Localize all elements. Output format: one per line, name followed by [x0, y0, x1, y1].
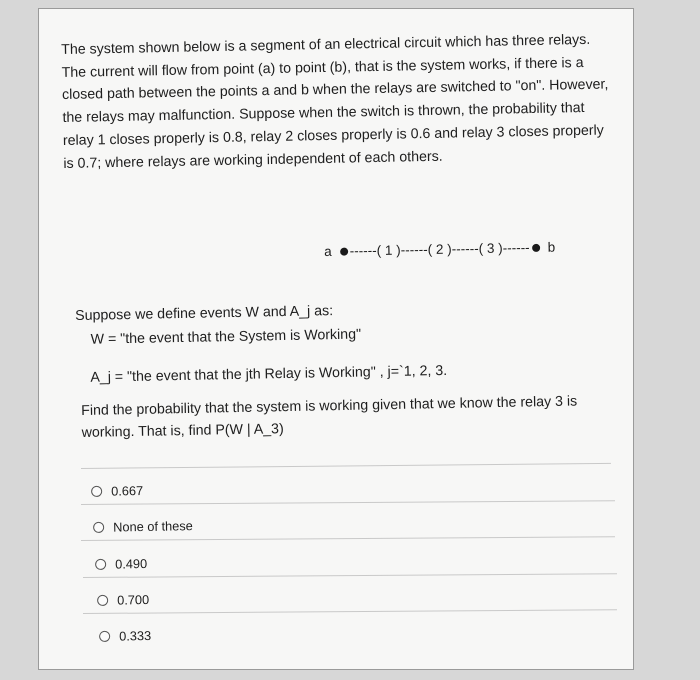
relay-3: ( 3 ): [478, 240, 503, 257]
point-a-label: a: [324, 243, 332, 259]
option-label: 0.490: [114, 556, 148, 572]
divider: [83, 573, 617, 578]
option-label: 0.700: [116, 592, 150, 608]
definitions-intro: Suppose we define events W and A_j as:: [75, 303, 334, 324]
point-a-node: [340, 247, 348, 255]
definition-aj: A_j = "the event that the jth Relay is Working" , j=`1, 2, 3.: [90, 362, 448, 386]
option-label: 0.667: [110, 483, 144, 499]
option-label: None of these: [112, 518, 193, 535]
wire-segment: ------: [502, 240, 530, 256]
question-text: [61, 28, 614, 175]
question-card: [38, 8, 634, 670]
wire-segment: ------: [349, 242, 377, 259]
point-b-label: b: [547, 239, 556, 255]
question-prompt: [81, 390, 612, 444]
point-b-node: [532, 243, 540, 251]
answer-option-2[interactable]: [93, 518, 193, 535]
definition-w: W = "the event that the System is Working": [90, 326, 362, 348]
option-label: 0.333: [118, 628, 152, 644]
radio-button[interactable]: [95, 559, 106, 570]
relay-2: ( 2 ): [427, 241, 452, 258]
event-definitions: [75, 295, 597, 389]
divider: [83, 609, 617, 614]
answer-option-4[interactable]: [97, 592, 149, 608]
answer-option-3[interactable]: [95, 556, 147, 572]
divider: [81, 463, 611, 469]
answer-option-1[interactable]: [91, 483, 143, 499]
divider: [81, 536, 615, 541]
relay-1: ( 1 ): [376, 242, 401, 258]
wire-segment: ------: [400, 242, 428, 258]
answer-option-5[interactable]: [99, 628, 151, 644]
radio-button[interactable]: [91, 486, 102, 497]
circuit-diagram: [324, 240, 555, 259]
prompt-text: Find the probability that the system is working given that we know the relay 3 is working. That is, find P(W | A_3): [81, 393, 578, 441]
radio-button[interactable]: [99, 631, 110, 642]
question-paragraph: The system shown below is a segment of an electrical circuit which has three relays. The current will flow from point (a) to point (b), that is the system works, if there is a closed path between the points a and b when the relays are switched to "on". However, the relays may malfunction. Suppose when the switch is thrown, the probability that relay 1 closes properly is 0.8, relay 2 closes properly is 0.6 and relay 3 closes properly is 0.7; where relays are working independent of each others.: [61, 31, 609, 172]
divider: [81, 500, 615, 505]
radio-button[interactable]: [93, 522, 104, 533]
radio-button[interactable]: [97, 595, 108, 606]
wire-segment: ------: [451, 241, 479, 257]
